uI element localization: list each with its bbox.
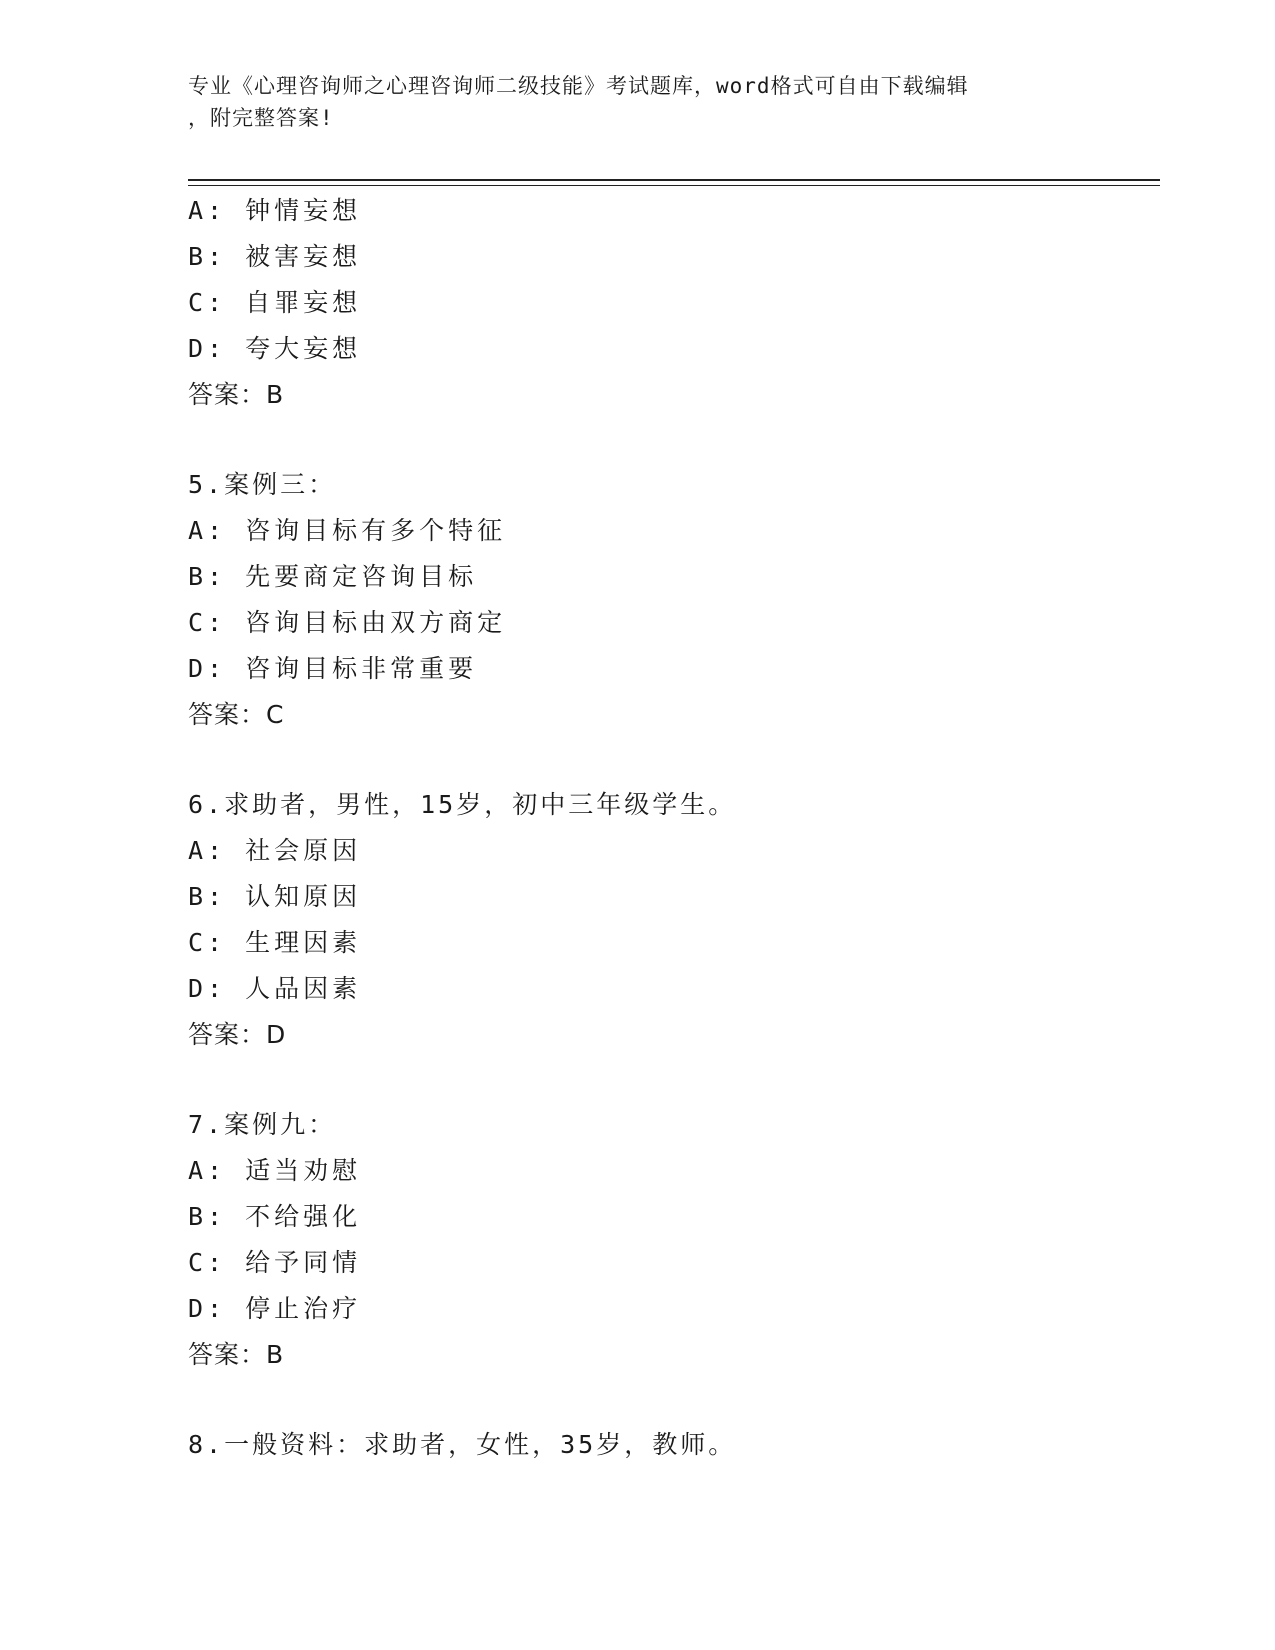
question-title: 8.一般资料：求助者，女性，35岁，教师。 [188, 1430, 737, 1459]
option-b: B: 先要商定咨询目标 [188, 562, 478, 591]
document-header [188, 70, 1088, 134]
option-c: C: 生理因素 [188, 928, 362, 957]
option-a: A: 钟情妄想 [188, 196, 362, 225]
header-divider-thin [188, 185, 1160, 186]
option-d: D: 停止治疗 [188, 1294, 362, 1323]
option-b: B: 认知原因 [188, 882, 362, 911]
answer-line: 答案：D [188, 1020, 287, 1049]
question-4-options [188, 188, 1148, 418]
option-d: D: 人品因素 [188, 974, 362, 1003]
answer-line: 答案：B [188, 1340, 285, 1369]
spacer [188, 418, 1148, 462]
header-line-1: 专业《心理咨询师之心理咨询师二级技能》考试题库，word格式可自由下载编辑 [188, 74, 969, 98]
spacer [188, 1378, 1148, 1422]
answer-line: 答案：C [188, 700, 285, 729]
option-c: C: 咨询目标由双方商定 [188, 608, 507, 637]
option-d: D: 夸大妄想 [188, 334, 362, 363]
header-divider-thick [188, 179, 1160, 181]
option-b: B: 不给强化 [188, 1202, 362, 1231]
spacer [188, 1058, 1148, 1102]
option-a: A: 社会原因 [188, 836, 362, 865]
question-6 [188, 782, 1148, 1058]
spacer [188, 738, 1148, 782]
option-c: C: 自罪妄想 [188, 288, 362, 317]
question-list [188, 188, 1148, 1468]
question-5 [188, 462, 1148, 738]
question-7 [188, 1102, 1148, 1378]
question-title: 7.案例九： [188, 1110, 337, 1139]
question-title: 5.案例三： [188, 470, 337, 499]
question-8 [188, 1422, 1148, 1468]
header-line-2: ，附完整答案! [188, 106, 334, 130]
option-b: B: 被害妄想 [188, 242, 362, 271]
option-c: C: 给予同情 [188, 1248, 362, 1277]
option-a: A: 适当劝慰 [188, 1156, 362, 1185]
option-a: A: 咨询目标有多个特征 [188, 516, 507, 545]
option-d: D: 咨询目标非常重要 [188, 654, 478, 683]
answer-line: 答案：B [188, 380, 285, 409]
question-title: 6.求助者，男性，15岁，初中三年级学生。 [188, 790, 737, 819]
